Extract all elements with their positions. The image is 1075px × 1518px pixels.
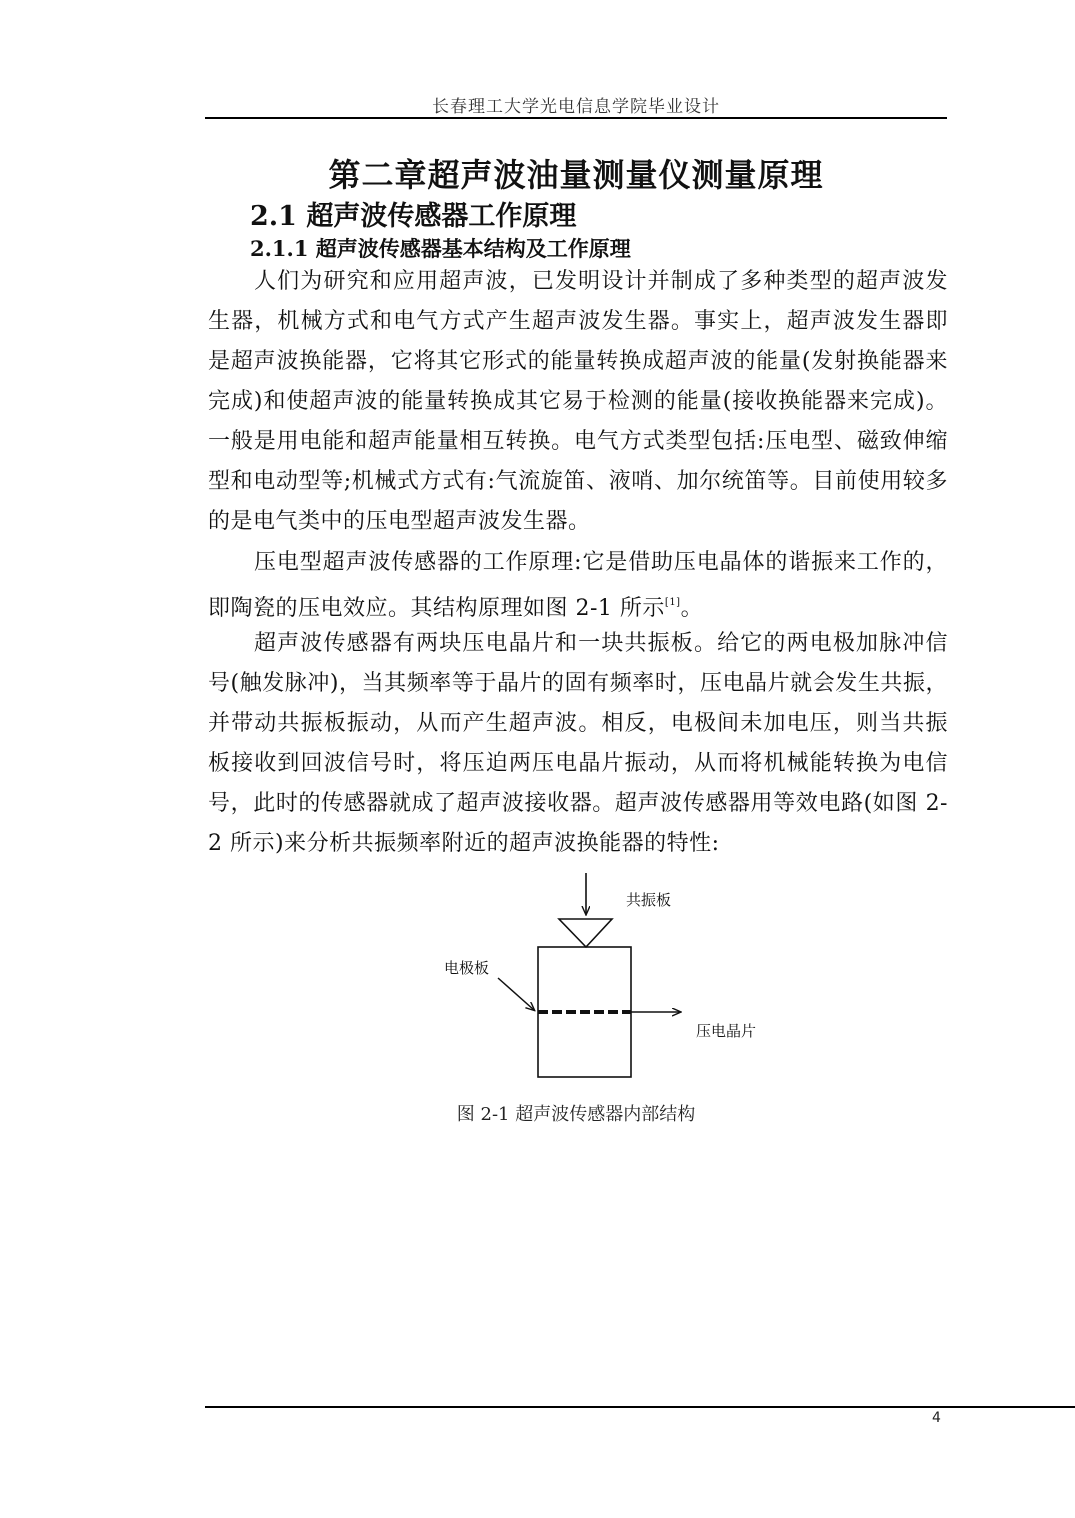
resonator-label: 共振板 (626, 891, 672, 909)
resonator-plate-shape (559, 919, 612, 947)
running-header: 长春理工大学光电信息学院毕业设计 (432, 97, 720, 117)
subsection-title: 2.1.1 超声波传感器基本结构及工作原理 (250, 236, 631, 261)
body-paragraph-3: 超声波传感器有两块压电晶片和一块共振板。给它的两电极加脉冲信号(触发脉冲)，当其频率等于晶片的固有频率时，压电晶片就会发生共振，并带动共振板振动，从而产生超声波。相反，电极间未加电压，则当共振板接收到回波信号时，将压迫两压电晶片振动，从而将机械能转换为电信号，此时的传感器就成了超声波接收器。超声波传感器用等效电路(如图 2-2 所示)来分析共振频率附近的超声波换能器的特性: (208, 631, 948, 856)
body-paragraph-2 (208, 543, 948, 629)
sensor-diagram (440, 870, 780, 1085)
chapter-title: 第二章超声波油量测量仪测量原理 (328, 156, 824, 194)
paragraph-2-end: 。 (680, 596, 704, 621)
section-title: 2.1 超声波传感器工作原理 (250, 201, 577, 232)
figure-caption: 图 2-1 超声波传感器内部结构 (456, 1104, 696, 1125)
piezo-label: 压电晶片 (696, 1022, 757, 1040)
sensor-structure-figure (440, 870, 780, 1085)
electrode-label: 电极板 (444, 959, 490, 977)
electrode-pointer-arrow (498, 978, 534, 1010)
page-number: 4 (932, 1410, 941, 1426)
body-paragraph-1: 人们为研究和应用超声波，已发明设计并制成了多种类型的超声波发生器，机械方式和电气方式产生超声波发生器。事实上，超声波发生器即是超声波换能器，它将其它形式的能量转换成超声波的能量(发射换能器来完成)和使超声波的能量转换成其它易于检测的能量(接收换能器来完成)。一般是用电能和超声能量相互转换。电气方式类型包括:压电型、磁致伸缩型和电动型等;机械式方式有:气流旋笛、液哨、加尔统笛等。目前使用较多的是电气类中的压电型超声波发生器。 (208, 269, 948, 534)
citation-marker: [1] (664, 597, 681, 608)
paragraph-2-text: 压电型超声波传感器的工作原理:它是借助压电晶体的谐振来工作的，即陶瓷的压电效应。其结构原理如图 2-1 所示 (208, 550, 948, 621)
footer-rule (205, 1406, 1075, 1408)
header-rule (205, 117, 947, 119)
